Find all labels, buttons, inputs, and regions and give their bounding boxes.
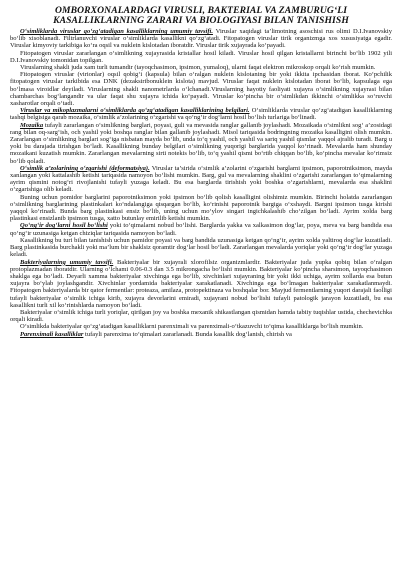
paragraph-lead: O‘simliklarda viruslar qo‘zg‘atadigan kasalliklarning umumiy tavsifi. [20,28,213,35]
document-body [10,28,392,338]
paragraph-text: Buning uchun pomidor barglarini paporotniksimon yoki ipsimon bo‘lib qolish kasalligini olishimiz mumkin. Birinchi holatda zararlangan o‘simlikning barglarining plastinkalari ko‘ndalangiga qisqargan bo‘lib, ko‘rinishi paporotnik bargiga o‘xshaydi. Bargni ipsimon tusga kirishi yaqqol ko‘rinadi. Bunda barg plastinkasi ensiz bo‘lib, uning uchun mo‘ylov singari ingichkalashib cho‘zilgan bo‘ladi. Ayrim xolda barg plastinkasi ensizlanib ipsimon tusga, xatto butunlay emirilib ketishi mumkin. [10,193,392,223]
paragraph-text: Viruslarning shakli juda xam turli tumandir (tayoqchasimon, ipsimon, yumaloq), ularni faqat elektron mikroskop orqali ko‘rish mumkin. [20,64,376,72]
paragraph [10,309,392,323]
paragraph [10,165,392,194]
paragraph-lead: O‘simlik a’zolarining o‘zgarishi (deformatsiya). [20,164,150,172]
paragraph-lead: Bakteriyalarning umumiy tavsifi. [20,258,114,266]
paragraph-text: tufayli parenxima to‘qimalari zararlanadi. Bunda kasallik dog‘lanish, chirish va [83,330,292,338]
paragraph [10,259,392,309]
paragraph-text: Kasallikning bu turi bilan tanishish uchun pamidor poyasi va barg bandida uzunasiga ketgan qo‘ng‘ir, ayrim xolda yaltiroq dog‘lar kuzatiladi. Barg plastinkasida burchakli yoki ma’lum bir shaklsiz qoramtir dog‘lar hosil bo‘ladi. Zararlangan mevalarda yoriqlar yoki qo‘ng‘ir dog‘lar yuzaga keladi. [10,236,392,259]
paragraph [10,331,392,338]
paragraph-lead: Qo‘ng‘ir dog‘larni hosil bo‘lishi [20,222,108,230]
paragraph-lead: Viruslar va mikoplazmalarni o‘simliklarda qo‘zg‘atadigan kasalliklarining belgilari. [20,107,250,115]
paragraph-lead: Parenximali kasalliklar [20,330,84,338]
paragraph [10,50,392,64]
paragraph [10,222,392,236]
paragraph [10,64,392,71]
paragraph-text: Bakteriyalar bir xujayrali xlorofilsiz organizmlardir. Bakteriyalar juda yupka qobiq bilan o‘ralgan protoplazmadan iboratdir. Ularning o‘lchami 0.06-0.3 dan 3.5 mikrongacha bo‘lishi mumkin. Bakteriyalar ko‘pincha sharsimon, tayoqchasimon shaklga ega bo‘ladi. Deyarli xamma bakteriyalar xivchinga ega bo‘lib, xivchinlari xujayraning bir yoki ikki uchiga, ayrim xollarda esa butun xujayra bo‘ylab joylashgandir. Xivchinlar yordamida bakteriyalar xarakatlanadi. Xivchinga ega bo‘lmagan bakteriyalar xarakatlanmaydi. Fitopatogen bakteriyalarda bir qator fermentlar: proteaza, amilaza, protopektinaza va boshqalar bor. Mayjud fermentlarning yuqori darajali faolligi tufayli bakteriyalar o‘simlik ichiga kirib, xujayra devorlarini emiradi, xujayrani nobud bo‘lishi tufayli patologik jarayon kuzatiladi, bu esa kasallikni turli xil ko‘rinishlarda namoyon bo‘ladi. [10,258,392,309]
paragraph-text: Fitopatogen viruslar zararlangan o‘simlikning xujayrasida kristallar hosil kiladi. Viruslar hosil qilgan kristallarni birinchi bo‘lib 1902 yili D.I.Ivanovskiy tomonidan topilgan. [10,49,392,64]
document-title: OMBORXONALARDAGI VIRUSLI, BAKTERIAL VA ZAMBURUG‘LI KASALLIKLARNING ZARARI VA BIOLOGIYASI BILAN TANISHISH [53,5,349,26]
paragraph [10,237,392,259]
paragraph [10,28,392,50]
paragraph-text: Viruslar ta’sirida o‘simlik a’zolarini o‘zgarishi barglarni ipsimon, paporotniksimon, mayda xanlangan yoki kattalashib ketishi tariqasida namoyon bo‘lishi mumkin. Barg, gul va mevalarning shaklini o‘zgarishi zararlangan to‘qimalarning ayrim qismini notog‘ri rivojlanishi tufayli yuzaga keladi. Bu esa barglarda tirishish yoki boshka o‘zgarishlarni, mevalarda esa shaklini o‘zgarishiga olib keladi. [10,164,392,194]
paragraph [10,71,392,107]
paragraph-text: yoki to‘qimalarni nobud bo‘lishi. Barglarda yakka va xalkasimon dog‘lar, poya, meva va barg bandida esa qo‘ng‘ir uzunasiga ketgan chiziqlar tariqasida namoyon bo‘ladi. [10,222,392,237]
paragraph [10,194,392,223]
paragraph-text: O‘simliklarda viruslar qo‘zg‘atadigan kasalliklarning tashqi belgisiga qarab mozaika, o‘simlik a’zolarining o‘zgarishi va qo‘ng‘ir dog‘larni hosil bo‘lish turlariga bo‘linadi. [10,107,392,122]
paragraph [10,107,392,121]
paragraph-text: O‘simlikda bakteriyalar qo‘zg‘atadigan kasalliklarni parenximali va parenximali-o‘tkazuvchi to‘qima kasalliklarga bo‘lish mumkin. [20,323,364,331]
paragraph [10,323,392,330]
paragraph-text: Viruslar xaqidagi ta’limotning asoschisi rus olimi D.I.Ivanovskiy bo‘lib xisoblanadi. Filtrlanuvchi viruslar o‘simliklarda kasallikni qo‘zg‘atadi. Fitopatogen viruslar tirik organizmga xos xususiyatga egadir. Viruslar kimyoviy tarkibiga ko‘ra oqsil va nuklein kislotadan iboratdir. Viruslar tirik xujayrada ko‘payadi. [10,28,392,50]
paragraph-lead: Mozaika [20,121,44,129]
paragraph [10,122,392,165]
paragraph-text: Fitopatogen viruslar (virionlar) oqsil qobig‘i (kapsula) bilan o‘ralgan nuklein kislotaning bir yoki ikkita ipchasidan iborat. Ko‘pchilik fitopatogen viruslar tarkibida esa DNK (dezaksiribonuklein kislota) mavjud. Viruslar faqat nuklein kislotadan iborat bo‘lib, kapsulaga ega bo‘lmasa viroidlar deyiladi. Viruslarning shakli nanometrlarda o‘lchanadi.Viruslarning hayotiy faoliyati xujayra o‘simlikning xujayrasi bilan chambarchas bog‘langandir va ular faqat shu xujayra ichida ko‘payadi. Viruslar ko‘pincha bir o‘simlikdan ikkinchi o‘simlikka so‘ruvchi xasharotlar orqali o‘tadi. [10,71,392,108]
paragraph-text: tufayli zararlangan o‘simlikning barglari, poyasi, guli va mevasida ranglar gallanib joylashadi. Mozaikada o‘simlikni sog‘ a’zosidagi rang bilan oq-sarg‘ish, och yashil yoki boshqa ranglar bilan gallanib joylashadi. Misol tariqasida bodringning mozaika kasalligini olish mumkin. Zararlangan o‘simlikning barglari sog‘iga nisbatan mayda bo‘lib, unda to‘q yashil, och yashil va sariq yashil qismlar yaqqol ajralib turadi. Barg u yoki bu darajada tirishgan bo‘ladi. Kasallikning bunday belgilari o‘simlikning yuqorigi barglarida yaqqol ko‘rinadi. Mevalarda ham shunday mozaikani kuzatish mumkin. Zararlangan mevalarning sirti notekis bo‘lib, to‘q yashil qismi bo‘rtib chiqqan bo‘lib, ko‘pincha mevalar ko‘rimsiz bo‘lib qoladi. [10,121,392,165]
paragraph-text: Bakteriyalar o‘simlik ichiga turli yoriqlar, qirilgan joy va boshka mexanik shikastlangan qismidan hamda tabiiy tuqishlar ustida, chechevichka orqali kiradi. [10,308,392,324]
